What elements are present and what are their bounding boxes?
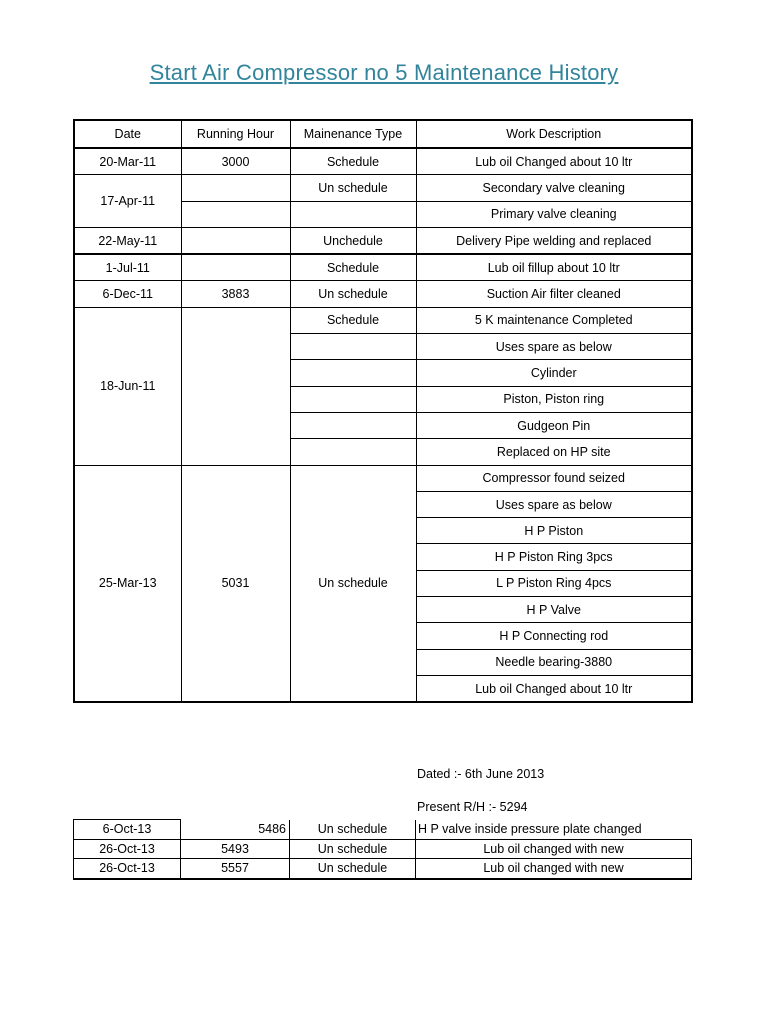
table-row <box>74 820 692 840</box>
entry-date: 1-Jul-11 <box>74 254 181 281</box>
dated-note: Dated :- 6th June 2013 <box>417 767 545 781</box>
entry-type <box>290 439 416 465</box>
later-entries-table <box>73 819 692 880</box>
later-entry-description: Lub oil changed with new <box>416 839 692 859</box>
entry-description: Cylinder <box>416 360 692 386</box>
entry-description: Lub oil fillup about 10 ltr <box>416 254 692 281</box>
entry-type <box>290 386 416 412</box>
entry-description: Delivery Pipe welding and replaced <box>416 227 692 254</box>
entry-description: Gudgeon Pin <box>416 412 692 438</box>
later-entry-running-hour: 5493 <box>181 839 290 859</box>
entry-running-hour <box>181 175 290 201</box>
entry-type <box>290 201 416 227</box>
entry-description: H P Piston <box>416 518 692 544</box>
entry-description: Uses spare as below <box>416 491 692 517</box>
later-entry-description: H P valve inside pressure plate changed <box>416 820 692 840</box>
entry-description: H P Piston Ring 3pcs <box>416 544 692 570</box>
entry-description: Replaced on HP site <box>416 439 692 465</box>
entry-date: 17-Apr-11 <box>74 175 181 228</box>
header-maintenance-type: Mainenance Type <box>290 120 416 148</box>
entry-type: Un schedule <box>290 465 416 702</box>
table-row <box>74 227 692 254</box>
later-entry-type: Un schedule <box>290 820 416 840</box>
table-row <box>74 307 692 333</box>
entry-type <box>290 360 416 386</box>
entry-description: Compressor found seized <box>416 465 692 491</box>
header-running-hour: Running Hour <box>181 120 290 148</box>
entry-type: Un schedule <box>290 175 416 201</box>
entry-running-hour <box>181 307 290 465</box>
header-date: Date <box>74 120 181 148</box>
entry-type: Unchedule <box>290 227 416 254</box>
later-entry-type: Un schedule <box>290 839 416 859</box>
later-entry-running-hour: 5486 <box>181 820 290 840</box>
entry-running-hour <box>181 254 290 281</box>
later-entry-type: Un schedule <box>290 859 416 879</box>
entry-type <box>290 334 416 360</box>
entry-description: Uses spare as below <box>416 334 692 360</box>
entry-running-hour <box>181 227 290 254</box>
entry-description: Needle bearing-3880 <box>416 649 692 675</box>
entry-date: 22-May-11 <box>74 227 181 254</box>
later-entry-date: 26-Oct-13 <box>74 839 181 859</box>
entry-description: H P Connecting rod <box>416 623 692 649</box>
entry-description: Primary valve cleaning <box>416 201 692 227</box>
later-entry-running-hour: 5557 <box>181 859 290 879</box>
entry-description: Secondary valve cleaning <box>416 175 692 201</box>
entry-running-hour <box>181 201 290 227</box>
later-entry-date: 6-Oct-13 <box>74 820 181 840</box>
entry-date: 20-Mar-11 <box>74 148 181 175</box>
table-row <box>74 465 692 491</box>
later-entry-description: Lub oil changed with new <box>416 859 692 879</box>
later-entry-date: 26-Oct-13 <box>74 859 181 879</box>
entry-date: 25-Mar-13 <box>74 465 181 702</box>
entry-running-hour: 3883 <box>181 281 290 307</box>
table-row <box>74 175 692 201</box>
entry-description: L P Piston Ring 4pcs <box>416 570 692 596</box>
maintenance-table <box>73 119 693 703</box>
entry-description: Lub oil Changed about 10 ltr <box>416 675 692 702</box>
page-title: Start Air Compressor no 5 Maintenance History <box>149 60 619 85</box>
table-row <box>74 254 692 281</box>
entry-description: Piston, Piston ring <box>416 386 692 412</box>
entry-running-hour: 3000 <box>181 148 290 175</box>
entry-running-hour: 5031 <box>181 465 290 702</box>
table-header-row <box>74 120 692 148</box>
table-row <box>74 859 692 879</box>
entry-description: H P Valve <box>416 597 692 623</box>
table-row <box>74 148 692 175</box>
entry-type: Schedule <box>290 307 416 333</box>
entry-description: Lub oil Changed about 10 ltr <box>416 148 692 175</box>
header-work-description: Work Description <box>416 120 692 148</box>
entry-type: Schedule <box>290 254 416 281</box>
entry-type <box>290 412 416 438</box>
table-row <box>74 281 692 307</box>
entry-type: Un schedule <box>290 281 416 307</box>
entry-description: Suction Air filter cleaned <box>416 281 692 307</box>
entry-date: 18-Jun-11 <box>74 307 181 465</box>
entry-date: 6-Dec-11 <box>74 281 181 307</box>
present-rh-note: Present R/H :- 5294 <box>417 800 528 814</box>
entry-type: Schedule <box>290 148 416 175</box>
entry-description: 5 K maintenance Completed <box>416 307 692 333</box>
table-row <box>74 839 692 859</box>
